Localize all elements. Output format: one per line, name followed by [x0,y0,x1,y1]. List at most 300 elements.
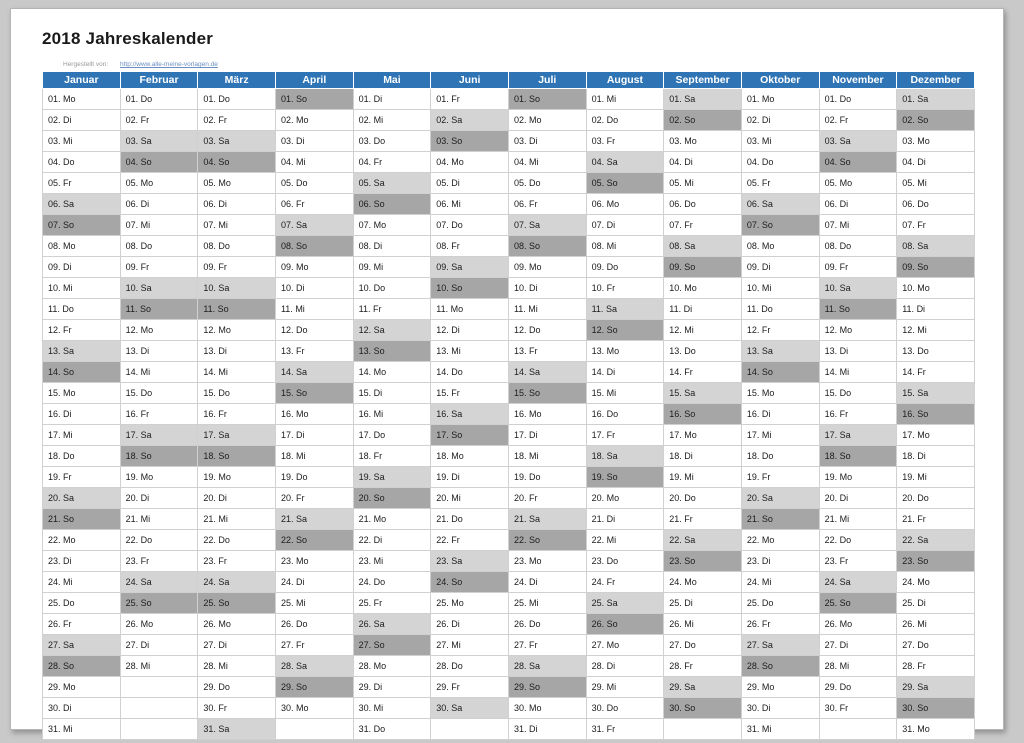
day-cell: 22. Fr [431,530,509,551]
day-cell: 16. Di [741,404,819,425]
table-row [43,362,975,383]
day-cell: 29. Mi [586,677,664,698]
table-row [43,236,975,257]
day-cell: 19. So [586,467,664,488]
day-cell: 07. Di [586,215,664,236]
day-cell: 22. Di [353,530,431,551]
day-cell: 24. Do [353,572,431,593]
day-cell: 11. So [198,299,276,320]
day-cell: 25. Sa [586,593,664,614]
day-cell: 24. Sa [198,572,276,593]
day-cell: 20. Mi [431,488,509,509]
day-cell: 13. Do [664,341,742,362]
day-cell: 29. Do [198,677,276,698]
day-cell: 18. So [198,446,276,467]
day-cell: 02. Do [586,110,664,131]
day-cell: 26. Do [508,614,586,635]
day-cell: 06. Do [897,194,975,215]
day-cell: 16. Do [586,404,664,425]
day-cell: 01. Sa [897,89,975,110]
day-cell: 15. Mo [43,383,121,404]
day-cell: 25. Do [43,593,121,614]
day-cell: 16. Fr [198,404,276,425]
day-cell: 05. Di [431,173,509,194]
day-cell: 08. Mo [741,236,819,257]
day-cell: 04. Do [741,152,819,173]
day-cell: 19. Mi [664,467,742,488]
day-cell: 06. Fr [508,194,586,215]
table-row [43,698,975,719]
day-cell: 18. So [819,446,897,467]
calendar-sheet [10,8,1004,734]
day-cell: 05. So [586,173,664,194]
day-cell: 08. Do [819,236,897,257]
table-row [43,152,975,173]
table-row [43,404,975,425]
month-header-januar: Januar [43,72,121,89]
day-cell: 22. So [508,530,586,551]
day-cell: 08. Sa [664,236,742,257]
day-cell: 09. Sa [431,257,509,278]
day-cell: 16. Sa [431,404,509,425]
day-cell: 24. So [431,572,509,593]
day-cell: 30. Di [43,698,121,719]
day-cell: 01. Mo [741,89,819,110]
day-cell: 04. Di [664,152,742,173]
day-cell: 26. Mo [120,614,198,635]
day-cell: 19. Do [508,467,586,488]
day-cell: 28. Mi [198,656,276,677]
table-row [43,194,975,215]
day-cell: 29. Fr [431,677,509,698]
table-row [43,110,975,131]
day-cell: 14. Fr [664,362,742,383]
day-cell: 03. Sa [819,131,897,152]
month-header-juli: Juli [508,72,586,89]
day-cell: 21. So [43,509,121,530]
day-cell: 19. Mo [120,467,198,488]
day-cell: 24. Sa [819,572,897,593]
day-cell: 27. Do [664,635,742,656]
day-cell: 19. Fr [43,467,121,488]
day-cell: 16. Mo [275,404,353,425]
day-cell: 25. Fr [353,593,431,614]
day-cell: 15. Do [198,383,276,404]
credit-line [63,61,218,68]
day-cell: 19. Sa [353,467,431,488]
table-row [43,425,975,446]
month-header-mai: Mai [353,72,431,89]
day-cell: 25. Di [664,593,742,614]
day-cell: 02. Di [741,110,819,131]
day-cell: 01. Sa [664,89,742,110]
day-cell: 28. Sa [508,656,586,677]
day-cell: 23. So [664,551,742,572]
day-cell: 17. Mi [43,425,121,446]
day-cell: 06. Di [819,194,897,215]
day-cell: 29. Di [353,677,431,698]
day-cell [120,719,198,740]
day-cell: 29. Sa [897,677,975,698]
day-cell: 02. Fr [198,110,276,131]
day-cell: 21. So [741,509,819,530]
day-cell: 22. Mi [586,530,664,551]
day-cell: 25. Mi [508,593,586,614]
day-cell: 23. Di [43,551,121,572]
month-header-oktober: Oktober [741,72,819,89]
table-row [43,383,975,404]
day-cell: 21. Do [431,509,509,530]
month-header-märz: März [198,72,276,89]
day-cell: 27. Fr [275,635,353,656]
table-row [43,488,975,509]
day-cell: 14. Di [586,362,664,383]
day-cell: 11. Do [43,299,121,320]
table-row [43,551,975,572]
day-cell: 28. Di [586,656,664,677]
day-cell: 18. Sa [586,446,664,467]
day-cell: 25. So [120,593,198,614]
day-cell: 26. Mo [198,614,276,635]
day-cell: 09. Fr [198,257,276,278]
day-cell: 31. Di [508,719,586,740]
day-cell: 02. Sa [431,110,509,131]
day-cell: 06. Mi [431,194,509,215]
day-cell: 20. Di [120,488,198,509]
day-cell: 25. So [819,593,897,614]
day-cell: 24. Fr [586,572,664,593]
day-cell: 19. Do [275,467,353,488]
day-cell: 19. Mo [198,467,276,488]
day-cell: 28. Mi [120,656,198,677]
day-cell: 20. Di [819,488,897,509]
day-cell: 09. Mo [508,257,586,278]
day-cell: 17. Mi [741,425,819,446]
day-cell: 09. Mi [353,257,431,278]
table-row [43,341,975,362]
day-cell: 10. Do [353,278,431,299]
day-cell: 30. Mo [275,698,353,719]
day-cell: 16. So [664,404,742,425]
day-cell: 07. So [741,215,819,236]
day-cell: 30. Fr [819,698,897,719]
day-cell: 09. Mo [275,257,353,278]
day-cell: 30. Do [586,698,664,719]
day-cell: 10. Di [275,278,353,299]
day-cell: 20. So [353,488,431,509]
day-cell: 18. Di [897,446,975,467]
day-cell: 13. Do [897,341,975,362]
day-cell: 07. So [43,215,121,236]
day-cell: 24. Di [508,572,586,593]
day-cell [664,719,742,740]
day-cell: 05. Mi [664,173,742,194]
day-cell: 23. Fr [198,551,276,572]
day-cell: 01. Do [120,89,198,110]
day-cell: 10. Mo [664,278,742,299]
day-cell: 06. So [353,194,431,215]
day-cell: 26. Mo [819,614,897,635]
day-cell: 27. Mi [431,635,509,656]
day-cell: 20. Sa [43,488,121,509]
day-cell: 13. So [353,341,431,362]
day-cell: 16. Di [43,404,121,425]
day-cell: 28. Mo [353,656,431,677]
day-cell: 11. Mo [431,299,509,320]
day-cell: 26. Fr [741,614,819,635]
table-row [43,614,975,635]
day-cell: 10. Fr [586,278,664,299]
table-row [43,446,975,467]
table-row [43,509,975,530]
day-cell: 23. Fr [819,551,897,572]
day-cell: 22. Mo [741,530,819,551]
day-cell: 01. Do [198,89,276,110]
day-cell: 21. Mo [353,509,431,530]
day-cell: 26. Sa [353,614,431,635]
day-cell: 12. Sa [353,320,431,341]
day-cell: 13. Di [198,341,276,362]
day-cell: 26. Di [431,614,509,635]
day-cell: 15. Mi [586,383,664,404]
day-cell: 05. Mo [198,173,276,194]
day-cell: 04. Mi [508,152,586,173]
day-cell: 07. Fr [897,215,975,236]
day-cell: 17. Di [275,425,353,446]
day-cell: 23. Do [586,551,664,572]
day-cell: 06. Do [664,194,742,215]
day-cell: 31. Sa [198,719,276,740]
table-row [43,278,975,299]
day-cell: 06. Fr [275,194,353,215]
day-cell: 17. Di [508,425,586,446]
day-cell: 21. Fr [897,509,975,530]
day-cell: 21. Di [586,509,664,530]
day-cell: 01. So [508,89,586,110]
day-cell: 15. So [508,383,586,404]
day-cell: 05. Mo [819,173,897,194]
day-cell: 01. Mo [43,89,121,110]
day-cell: 08. Sa [897,236,975,257]
day-cell: 18. Mi [508,446,586,467]
day-cell: 23. Mo [508,551,586,572]
day-cell: 01. Mi [586,89,664,110]
day-cell [120,698,198,719]
day-cell: 24. Mo [897,572,975,593]
day-cell: 30. Sa [431,698,509,719]
day-cell: 03. Di [275,131,353,152]
day-cell: 30. Mo [508,698,586,719]
day-cell: 16. Mo [508,404,586,425]
day-cell: 12. Do [275,320,353,341]
day-cell: 09. Di [741,257,819,278]
day-cell: 17. So [431,425,509,446]
day-cell: 02. Di [43,110,121,131]
table-row [43,215,975,236]
month-header-februar: Februar [120,72,198,89]
day-cell: 30. Mi [353,698,431,719]
day-cell: 14. Mi [819,362,897,383]
day-cell: 14. So [741,362,819,383]
day-cell: 10. Sa [819,278,897,299]
day-cell: 27. Di [120,635,198,656]
day-cell: 22. Do [819,530,897,551]
day-cell: 23. Di [741,551,819,572]
day-cell: 22. Do [120,530,198,551]
day-cell: 27. Do [897,635,975,656]
day-cell [275,719,353,740]
day-cell: 17. Mo [897,425,975,446]
day-cell: 25. Mi [275,593,353,614]
day-cell: 13. Di [819,341,897,362]
credit-prefix: Hergestellt von: [63,61,109,68]
day-cell: 29. Mo [43,677,121,698]
day-cell: 13. Mo [586,341,664,362]
day-cell: 26. So [586,614,664,635]
day-cell: 03. Mo [897,131,975,152]
day-cell: 22. Do [198,530,276,551]
day-cell: 06. Di [198,194,276,215]
day-cell: 23. Mi [353,551,431,572]
day-cell: 14. Mi [120,362,198,383]
day-cell: 11. Mi [508,299,586,320]
day-cell: 02. So [664,110,742,131]
day-cell: 20. Fr [508,488,586,509]
day-cell: 22. So [275,530,353,551]
day-cell: 28. Fr [897,656,975,677]
table-row [43,677,975,698]
day-cell: 15. Fr [431,383,509,404]
day-cell: 03. Sa [198,131,276,152]
day-cell: 21. Sa [275,509,353,530]
day-cell: 05. Mi [897,173,975,194]
day-cell: 20. Mo [586,488,664,509]
day-cell: 25. So [198,593,276,614]
day-cell: 11. Di [664,299,742,320]
day-cell: 15. Di [353,383,431,404]
day-cell: 08. Do [120,236,198,257]
day-cell: 18. Mo [431,446,509,467]
day-cell: 30. Fr [198,698,276,719]
day-cell: 17. Do [353,425,431,446]
day-cell: 29. Mo [741,677,819,698]
day-cell: 11. Fr [353,299,431,320]
day-cell: 04. Di [897,152,975,173]
table-row [43,131,975,152]
day-cell: 10. Sa [120,278,198,299]
day-cell: 03. Do [353,131,431,152]
day-cell: 18. Di [664,446,742,467]
day-cell: 21. Mi [120,509,198,530]
day-cell: 05. Fr [43,173,121,194]
day-cell: 21. Mi [819,509,897,530]
month-header-dezember: Dezember [897,72,975,89]
day-cell: 05. Sa [353,173,431,194]
table-row [43,320,975,341]
day-cell: 20. Sa [741,488,819,509]
day-cell: 25. Do [741,593,819,614]
day-cell: 18. Fr [353,446,431,467]
day-cell: 21. Sa [508,509,586,530]
day-cell: 10. Mo [897,278,975,299]
day-cell: 14. Sa [508,362,586,383]
day-cell: 27. Mo [586,635,664,656]
day-cell: 03. Sa [120,131,198,152]
day-cell: 15. Sa [897,383,975,404]
day-cell: 02. Mi [353,110,431,131]
month-header-august: August [586,72,664,89]
page-title: 2018 Jahreskalender [42,29,214,48]
day-cell: 17. Sa [120,425,198,446]
day-cell: 28. So [741,656,819,677]
day-cell: 12. Mo [198,320,276,341]
day-cell: 13. Fr [275,341,353,362]
month-header-november: November [819,72,897,89]
day-cell: 12. Mi [897,320,975,341]
day-cell: 16. Fr [819,404,897,425]
month-header-september: September [664,72,742,89]
day-cell: 14. Sa [275,362,353,383]
day-cell: 15. Do [120,383,198,404]
day-cell: 22. Mo [43,530,121,551]
day-cell: 03. Mo [664,131,742,152]
credit-link[interactable]: http://www.alle-meine-vorlagen.de [119,61,218,68]
day-cell: 14. Mi [198,362,276,383]
day-cell: 04. Mi [275,152,353,173]
day-cell: 31. Mi [43,719,121,740]
day-cell: 13. Fr [508,341,586,362]
day-cell: 07. Sa [508,215,586,236]
day-cell: 10. Sa [198,278,276,299]
day-cell: 31. Fr [586,719,664,740]
day-cell: 08. Mo [43,236,121,257]
day-cell: 22. Sa [664,530,742,551]
day-cell: 06. Di [120,194,198,215]
day-cell: 15. Do [819,383,897,404]
day-cell [120,677,198,698]
day-cell: 28. So [43,656,121,677]
table-row [43,89,975,110]
day-cell: 03. Fr [586,131,664,152]
day-cell: 19. Fr [741,467,819,488]
day-cell: 08. Di [353,236,431,257]
day-cell: 03. So [431,131,509,152]
day-cell: 04. Mo [431,152,509,173]
day-cell: 12. Mo [120,320,198,341]
day-cell: 16. Mi [353,404,431,425]
day-cell: 31. Do [353,719,431,740]
day-cell: 18. Do [43,446,121,467]
day-cell: 27. Sa [741,635,819,656]
day-cell: 27. Di [198,635,276,656]
day-cell: 18. Mi [275,446,353,467]
day-cell: 24. Mi [741,572,819,593]
day-cell: 04. Sa [586,152,664,173]
table-row [43,173,975,194]
day-cell: 24. Di [275,572,353,593]
day-cell: 19. Mo [819,467,897,488]
day-cell: 07. Mi [120,215,198,236]
day-cell: 26. Fr [43,614,121,635]
day-cell: 12. Fr [43,320,121,341]
day-cell: 09. So [897,257,975,278]
day-cell: 27. Sa [43,635,121,656]
day-cell: 20. Fr [275,488,353,509]
day-cell: 23. Sa [431,551,509,572]
day-cell: 01. So [275,89,353,110]
day-cell: 22. Sa [897,530,975,551]
day-cell: 13. Sa [741,341,819,362]
